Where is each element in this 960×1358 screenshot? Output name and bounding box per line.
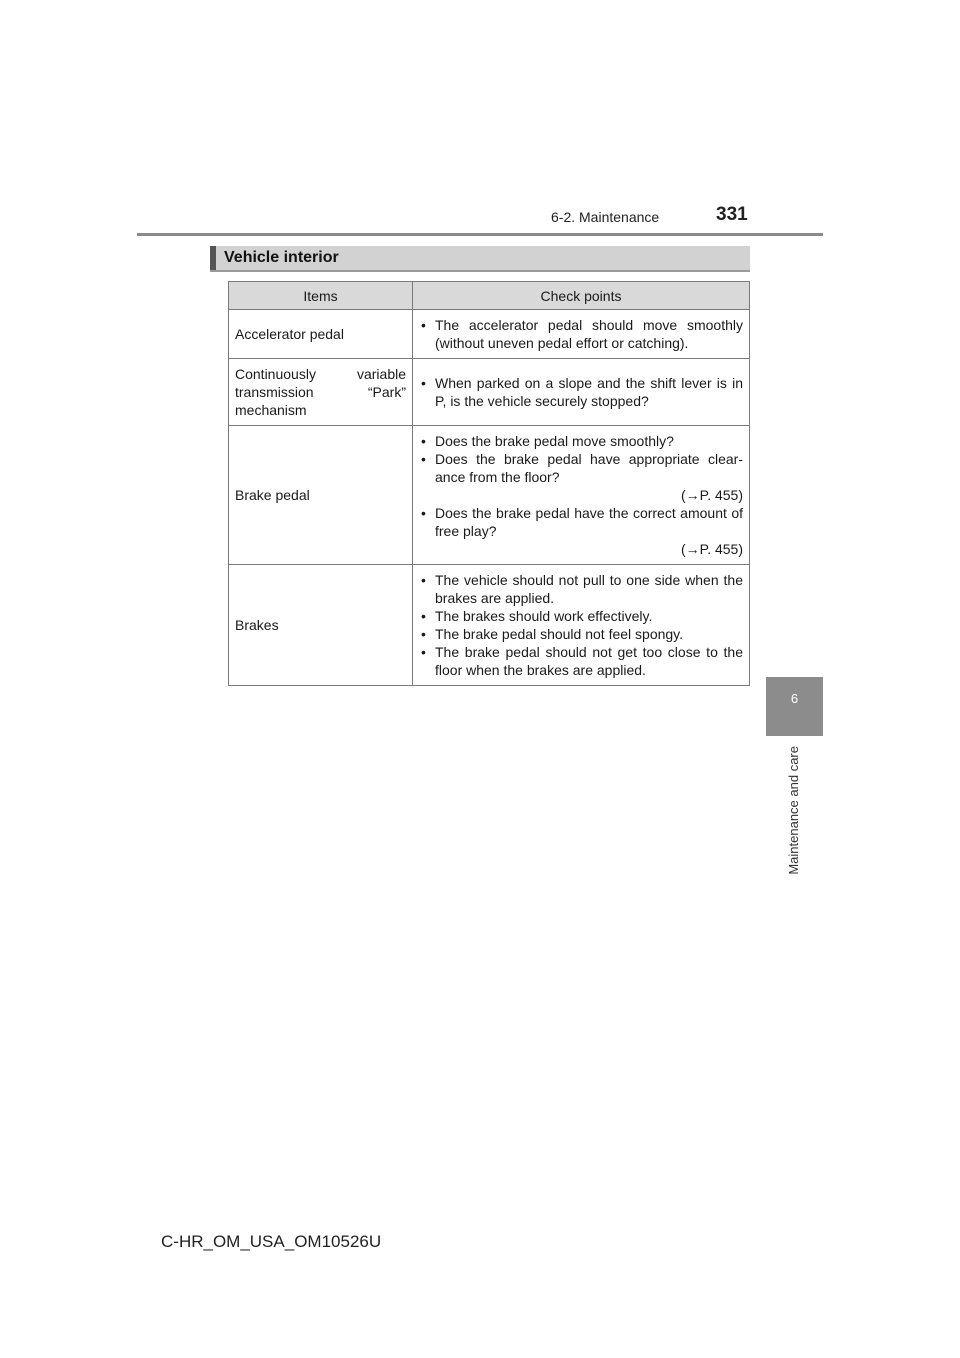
check-point — [419, 504, 743, 558]
row-check-points — [413, 359, 750, 426]
chapter-title — [786, 746, 802, 896]
chapter-number: 6 — [790, 691, 799, 706]
table-row — [229, 359, 750, 426]
check-point: • When parked on a slope and the shift lever is in P, is the vehicle securely stopped? — [419, 374, 743, 410]
section-bar-accent — [210, 246, 216, 270]
header-rule — [137, 233, 823, 236]
check-points-table — [228, 281, 750, 686]
page-reference: (→P. 455) — [681, 487, 743, 503]
check-point: • The brake pedal should not feel spongy. — [419, 625, 743, 643]
check-point-text: Does the brake pedal have the correct amount of free play? — [435, 505, 743, 539]
row-check-points — [413, 310, 750, 359]
column-header-items: Items — [229, 282, 413, 310]
header-section: 6-2. Maintenance — [551, 209, 660, 225]
table-row — [229, 310, 750, 359]
check-point: • Does the brake pedal move smoothly? — [419, 432, 743, 450]
section-title: Vehicle interior — [224, 249, 339, 266]
check-point-text: Does the brake pedal have appropriate clear-ance from the floor? — [435, 451, 743, 485]
check-point: • The brake pedal should not get too close to the floor when the brakes are applied. — [419, 643, 743, 679]
page-reference: (→P. 455) — [681, 541, 743, 557]
row-item: Accelerator pedal — [229, 310, 413, 359]
table-row — [229, 426, 750, 565]
row-item: Brakes — [229, 565, 413, 686]
section-heading-bar — [210, 246, 750, 272]
table-row — [229, 565, 750, 686]
table-header-row — [229, 282, 750, 310]
row-check-points — [413, 565, 750, 686]
page-number: 331 — [716, 204, 748, 225]
check-point: • The accelerator pedal should move smoothly (without uneven pedal effort or catching). — [419, 316, 743, 352]
row-check-points — [413, 426, 750, 565]
check-point: • The vehicle should not pull to one side when the brakes are applied. — [419, 571, 743, 607]
row-item: Brake pedal — [229, 426, 413, 565]
check-point — [419, 450, 743, 504]
chapter-title-text: Maintenance and care — [786, 746, 801, 875]
column-header-check-points: Check points — [413, 282, 750, 310]
check-point: • The brakes should work effectively. — [419, 607, 743, 625]
row-item: Continuously variable transmission “Park” mechanism — [229, 359, 413, 426]
chapter-tab — [766, 677, 823, 736]
footer-document-code: C-HR_OM_USA_OM10526U — [161, 1232, 382, 1251]
